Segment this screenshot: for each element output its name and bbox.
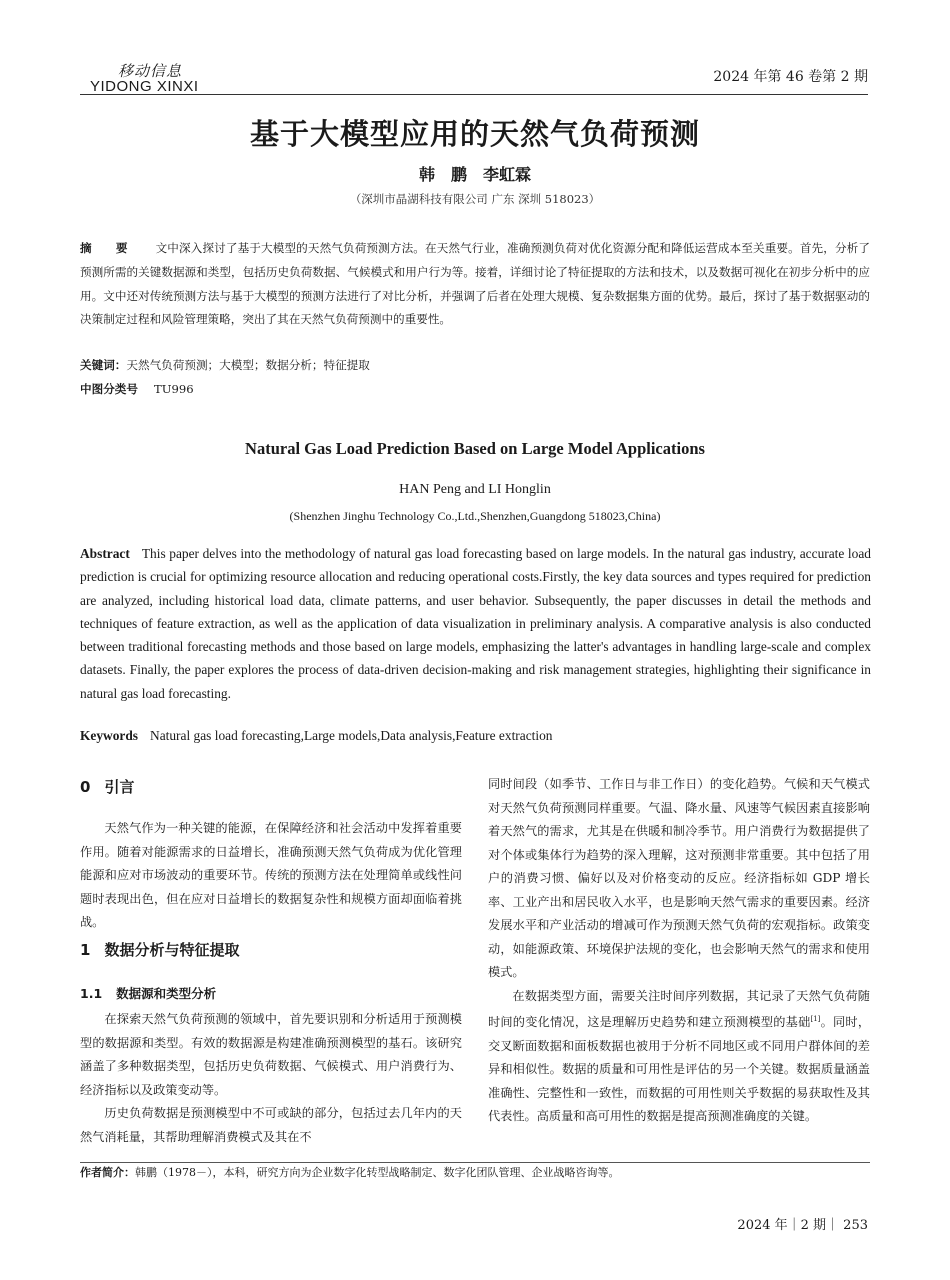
- section-title: 数据分析与特征提取: [104, 941, 240, 959]
- keywords-cn-text: 天然气负荷预测；大模型；数据分析；特征提取: [126, 358, 370, 372]
- keywords-en: [80, 728, 870, 744]
- abstract-en: [80, 542, 871, 705]
- abstract-cn-label: 摘 要: [80, 241, 138, 255]
- paragraph: 天然气作为一种关键的能源，在保障经济和社会活动中发挥着重要作用。随着对能源需求的日益增长，准确预测天然气负荷成为优化管理能源和应对市场波动的重要环节。传统的预测方法在处理简单或线性问题时表现出色，但在应对日益增长的数据复杂性和规模方面却面临着挑战。: [80, 821, 462, 929]
- page-footer: 2024 年｜2 期｜ 253: [737, 1218, 868, 1233]
- issue-info: 2024 年第 46 卷第 2 期: [713, 69, 868, 85]
- abstract-en-label: Abstract: [80, 546, 130, 561]
- paragraph: 同时间段（如季节、工作日与非工作日）的变化趋势。气候和天气模式对天然气负荷预测同样重要。气温、降水量、风速等气候因素直接影响着天然气的需求，尤其是在供暖和制冷季节。用户消费行为数据提供了对个体或集体行为趋势的深入理解，这对预测非常重要。其中包括了用户的消费习惯、偏好以及对价格变动的反应。经济指标如 GDP 增长率、工业产出和居民收入水平，也是影响天然气需求的重要因素。经济发展水平和产业活动的增减可作为预测天然气负荷的宏观指标。政策变动，如能源政策、环境保护法规的变化，也会影响天然气的需求和使用模式。: [488, 777, 870, 979]
- section-number: 1.1: [80, 986, 103, 1001]
- clc-value: TU996: [153, 382, 194, 396]
- abstract-en-text: This paper delves into the methodology of natural gas load forecasting based on large models. In the natural gas industry, accurate load prediction is crucial for optimizing resource allocation and reducing operational costs.Firstly, the key data sources and types required for prediction are analyzed, including historical load data, climate patterns, and user behavior. Subsequently, the paper discusses in detail the methods and techniques of feature extraction, as well as the application of data visualization in preliminary analysis. A comparative analysis is also conducted between traditional forecasting methods and those based on large models, emphasizing the latter's advantages in handling large-scale and complex datasets. Finally, the paper explores the process of data-driven decision-making and risk management strategies, highlighting their significance in natural gas load forecasting.: [80, 546, 871, 701]
- intro-body: [80, 817, 462, 935]
- section-heading-1: [80, 939, 239, 960]
- keywords-cn: [80, 354, 870, 378]
- footnote-divider: [80, 1162, 870, 1163]
- author-bio-footnote: [80, 1164, 620, 1180]
- footnote-label: 作者简介：: [80, 1166, 135, 1179]
- section-number: 1: [80, 941, 91, 959]
- paper-title-en: Natural Gas Load Prediction Based on Large Model Applications: [245, 439, 705, 458]
- citation-ref[interactable]: [1]: [810, 1015, 821, 1023]
- right-column-body: [488, 773, 870, 1129]
- subsection-1-1-body: [80, 1008, 462, 1149]
- paper-title-cn: 基于大模型应用的天然气负荷预测: [249, 117, 700, 151]
- keywords-en-label: Keywords: [80, 728, 139, 743]
- paragraph: 历史负荷数据是预测模型中不可或缺的部分，包括过去几年内的天然气消耗量，其帮助理解消费模式及其在不: [80, 1106, 462, 1144]
- paragraph: 在探索天然气负荷预测的领域中，首先要识别和分析适用于预测模型的数据源和类型。有效的数据源是构建准确预测模型的基石。该研究涵盖了多种数据类型，包括历史负荷数据、气候模式、用户消费行为、经济指标以及政策变动等。: [80, 1012, 462, 1097]
- paragraph: [488, 985, 870, 1129]
- authors-cn: 韩 鹏 李虹霖: [418, 165, 531, 184]
- clc-label: 中图分类号: [80, 382, 138, 396]
- footnote-text: 韩鹏（1978－），本科，研究方向为企业数字化转型战略制定、数字化团队管理、企业战略咨询等。: [135, 1166, 620, 1179]
- journal-name-en: YIDONG XINXI: [90, 78, 199, 95]
- authors-en: HAN Peng and LI Honglin: [399, 482, 551, 497]
- journal-name-cn: 移动信息: [118, 62, 183, 80]
- classification-number: [80, 378, 870, 402]
- header-divider: [80, 94, 868, 95]
- keywords-cn-label: 关键词：: [80, 358, 127, 372]
- abstract-cn: [80, 237, 870, 332]
- section-title: 数据源和类型分析: [116, 986, 217, 1001]
- abstract-cn-text: 文中深入探讨了基于大模型的天然气负荷预测方法。在天然气行业，准确预测负荷对优化资源分配和降低运营成本至关重要。首先，分析了预测所需的关键数据源和类型，包括历史负荷数据、气候模式和用户行为等。接着，详细讨论了特征提取的方法和技术，以及数据可视化在初步分析中的应用。文中还对传统预测方法与基于大模型的预测方法进行了对比分析，并强调了后者在处理大规模、复杂数据集方面的优势。最后，探讨了基于数据驱动的决策制定过程和风险管理策略，突出了其在天然气负荷预测中的重要性。: [80, 241, 870, 327]
- paragraph-text: 在数据类型方面，需要关注时间序列数据，其记录了天然气负荷随时间的变化情况，这是理解历史趋势和建立预测模型的基础: [488, 988, 870, 1030]
- affiliation-en: (Shenzhen Jinghu Technology Co.,Ltd.,Shenzhen,Guangdong 518023,China): [289, 509, 661, 523]
- section-title: 引言: [104, 778, 135, 796]
- paragraph-text: 。同时，交叉断面数据和面板数据也被用于分析不同地区或不同用户群体间的差异和相似性。数据的质量和可用性是评估的另一个关键。数据质量涵盖准确性、完整性和一致性，而数据的可用性则关乎数据的易获取性及其代表性。高质量和高可用性的数据是提高预测准确度的关键。: [488, 1015, 871, 1124]
- section-heading-0: [80, 776, 134, 797]
- section-number: 0: [80, 778, 91, 796]
- keywords-en-text: Natural gas load forecasting,Large models,Data analysis,Feature extraction: [150, 728, 553, 743]
- subsection-heading-1-1: [80, 984, 216, 1002]
- affiliation-cn: （深圳市晶湖科技有限公司 广东 深圳 518023）: [349, 192, 601, 206]
